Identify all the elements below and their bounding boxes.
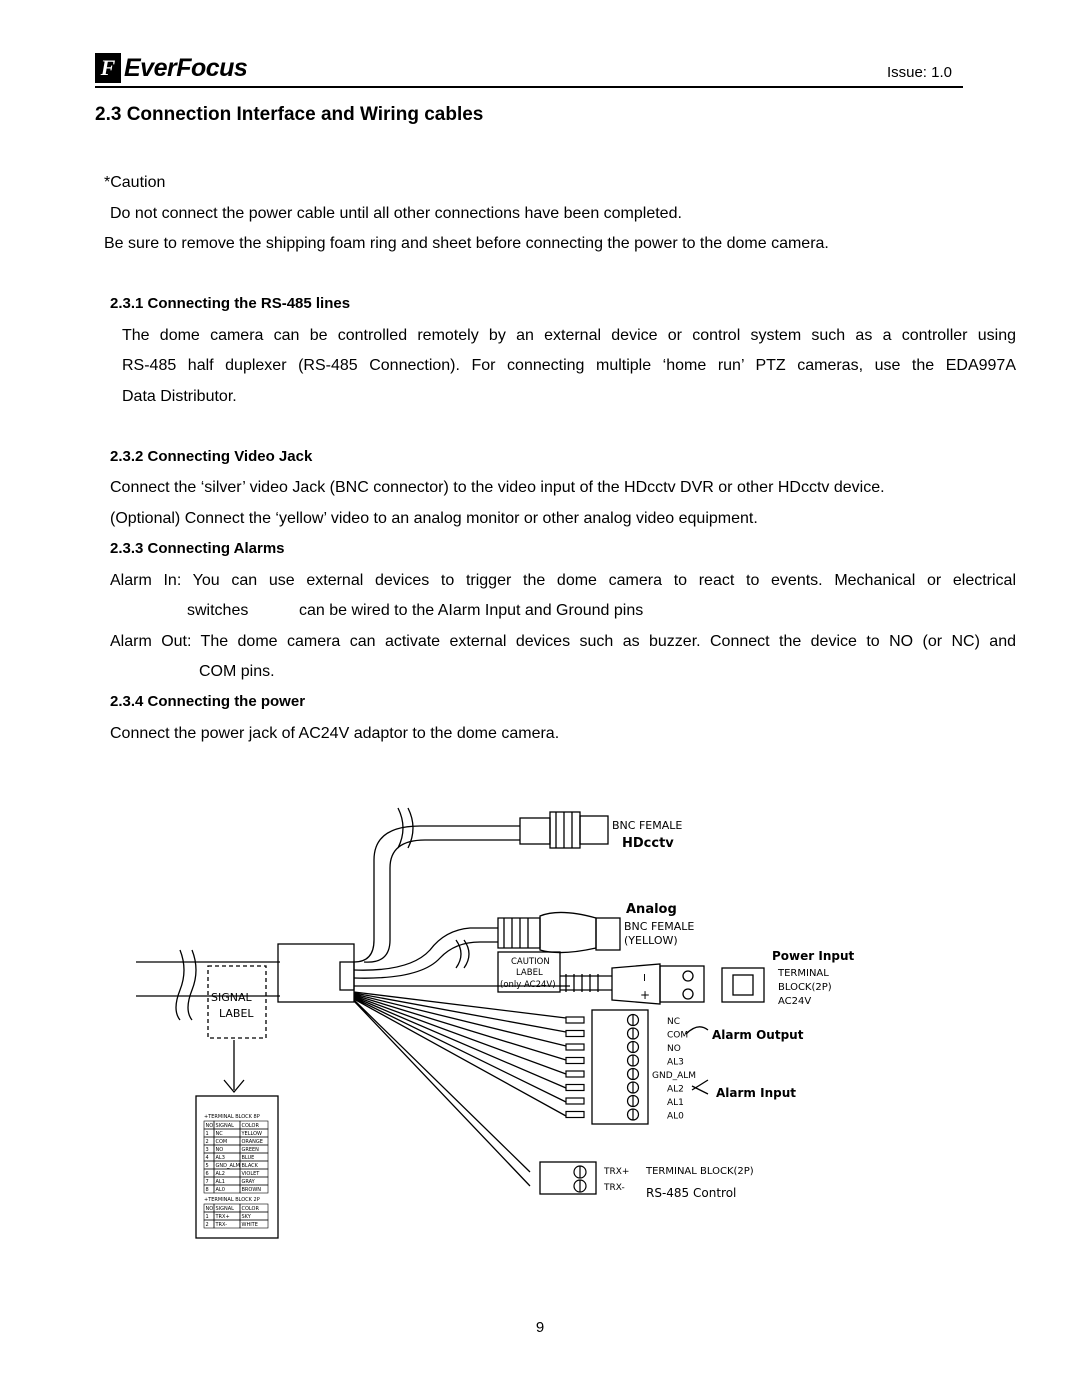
analog-cable [354,928,498,970]
label-table-cell: BLACK [241,1163,258,1169]
heading-2-3-4: 2.3.4 Connecting the power [110,693,306,710]
label-table-cell: BLUE [241,1155,255,1161]
label-table-cell: 1 [205,1214,209,1220]
alarm-pin-label: AL3 [667,1057,684,1068]
rs485-line-3: Data Distributor. [122,388,237,405]
label-table-cell: AL1 [215,1179,225,1185]
alarm-terminal-block [592,1010,648,1124]
heading-2-3-2: 2.3.2 Connecting Video Jack [110,448,313,465]
section-title: 2.3 Connection Interface and Wiring cables [95,104,484,125]
alarm-pin-label: COM [667,1030,689,1041]
rs485-terminal-block [540,1162,596,1194]
video-line-1: Connect the ‘silver’ video Jack (BNC connector) to the video input of the HDcctv DVR or other HDcctv device. [110,479,885,496]
label-table-cell: AL0 [215,1187,225,1193]
issue-label: Issue: 1.0 [886,64,952,81]
plus-label: + [640,988,651,1002]
label-table-cell: NC [215,1131,223,1137]
alarm-output-label: Alarm Output [712,1028,804,1042]
label-table-cell: SKY [241,1214,251,1220]
ac24v-label: AC24V [778,996,812,1007]
rs485-control-label: RS-485 Control [646,1186,737,1200]
signal-label: SIGNAL [211,991,252,1004]
label-table-cell: SIGNAL [215,1206,234,1212]
page-number: 9 [535,1319,545,1336]
hdcctv-label: HDcctv [622,836,674,851]
label-table-cell: SIGNAL [215,1123,234,1129]
label-table-cell: COM [215,1139,228,1145]
block-2p-label: BLOCK(2P) [778,982,832,993]
label-table-title: +TERMINAL BLOCK 2P [204,1197,260,1203]
label-table-cell: COLOR [241,1123,259,1129]
label-table-cell: GND_ALM [215,1163,240,1169]
alarm-pin-label: AL1 [667,1098,684,1108]
label-table-cell: AL3 [215,1155,225,1161]
label-table-title: +TERMINAL BLOCK 8P [204,1114,260,1120]
heading-2-3-3: 2.3.3 Connecting Alarms [110,540,285,557]
caution-line-1: Do not connect the power cable until all other connections have been completed. [110,205,682,222]
label-table-cell: GREEN [241,1147,259,1153]
power-terminal-block [660,966,704,1002]
alarm-pin-label: NC [667,1017,681,1027]
video-line-2: (Optional) Connect the ‘yellow’ video to an analog monitor or other analog video equipment. [110,510,758,527]
label-table-cell: 7 [205,1179,209,1185]
label-table-cell: WHITE [241,1222,258,1228]
bnc-hdcctv-connector [580,816,608,844]
label-table-cell: NO [205,1123,214,1129]
alarm-input-pointer [692,1080,708,1094]
label-table-cell: VIOLET [241,1171,260,1177]
alarm-in-line-1: Alarm In: You can use external devices to trigger the dome camera to react to events. Mechanical or electrical [110,572,1016,589]
wiring-diagram [0,780,1080,1260]
label-table-cell: TRX+ [215,1214,230,1220]
label-label: LABEL [219,1007,254,1020]
trx-minus-label: TRX- [604,1183,625,1193]
terminal-label: TERMINAL [778,968,829,979]
alarm-pin-label: GND_ALM [652,1071,697,1081]
label-table-cell: NO [215,1147,224,1153]
label-table-cell: 8 [205,1187,209,1193]
label-table-cell: ORANGE [241,1139,263,1145]
label-table-cell: 4 [205,1155,209,1161]
cable-break-mark [176,950,196,1020]
label-table-cell: AL2 [215,1171,225,1177]
label-table-cell: YELLOW [241,1131,262,1137]
label-table-cell: 2 [205,1222,209,1228]
alarm-output-pointer [686,1027,708,1034]
alarm-pin-label: AL0 [667,1111,684,1122]
label-table-cell: BROWN [241,1187,262,1193]
rs485-line-2: RS-485 half duplexer (RS-485 Connection). For connecting multiple ‘home run’ PTZ cameras, use the EDA997A [122,357,1016,374]
everfocus-logo-icon: F [95,53,121,83]
caution-line-2: Be sure to remove the shipping foam ring and sheet before connecting the power to the dome camera. [104,235,829,252]
header-rule [95,86,963,88]
caution-label-3: (only AC24V) [500,980,556,990]
alarm-in-line-2a: switches [187,602,249,619]
caution-label-2: LABEL [516,968,543,978]
caution-label: *Caution [104,174,166,191]
power-input-socket [722,968,764,1002]
power-input-label: Power Input [772,949,855,963]
label-table-cell: COLOR [241,1206,259,1212]
alarm-input-label: Alarm Input [716,1086,796,1100]
trx-plus-label: TRX+ [604,1167,630,1177]
label-table-cell: 6 [205,1171,209,1177]
junction-box [278,944,354,1002]
alarm-out-line-2: COM pins. [199,663,275,680]
yellow-label: (YELLOW) [624,934,678,947]
alarm-pin-label: AL2 [667,1084,684,1095]
logo-text: EverFocus [124,53,248,82]
rs485-line-1: The dome camera can be controlled remotely by an external device or control system such as a controller using [122,327,1016,344]
bnc-female-2-label: BNC FEMALE [624,920,695,933]
everfocus-logo [95,50,247,86]
down-arrow [224,1040,244,1092]
bnc-analog-connector [596,918,620,950]
alarm-pin-label: NO [667,1044,681,1054]
alarm-out-line-1: Alarm Out: The dome camera can activate external devices such as buzzer. Connect the device to NO (or NC) and [110,633,1016,650]
bnc-female-label: BNC FEMALE [612,819,683,832]
label-table-cell: TRX- [215,1222,228,1228]
alarm-in-line-2b: can be wired to the AIarm Input and Ground pins [299,602,644,619]
heading-2-3-1: 2.3.1 Connecting the RS-485 lines [110,295,351,312]
power-line-1: Connect the power jack of AC24V adaptor to the dome camera. [110,725,560,742]
label-table-cell: 3 [205,1147,209,1153]
minus-label: I [643,973,646,984]
label-table-cell: NO [205,1206,214,1212]
label-table-cell: 1 [205,1131,209,1137]
caution-label-1: CAUTION [511,957,550,967]
label-table-cell: GRAY [241,1179,255,1185]
analog-label: Analog [626,902,677,917]
label-table-cell: 2 [205,1139,209,1145]
label-table-cell: 5 [205,1163,209,1169]
terminal-block-2p-label: TERMINAL BLOCK(2P) [646,1166,754,1177]
alarm-wires [354,992,566,1116]
